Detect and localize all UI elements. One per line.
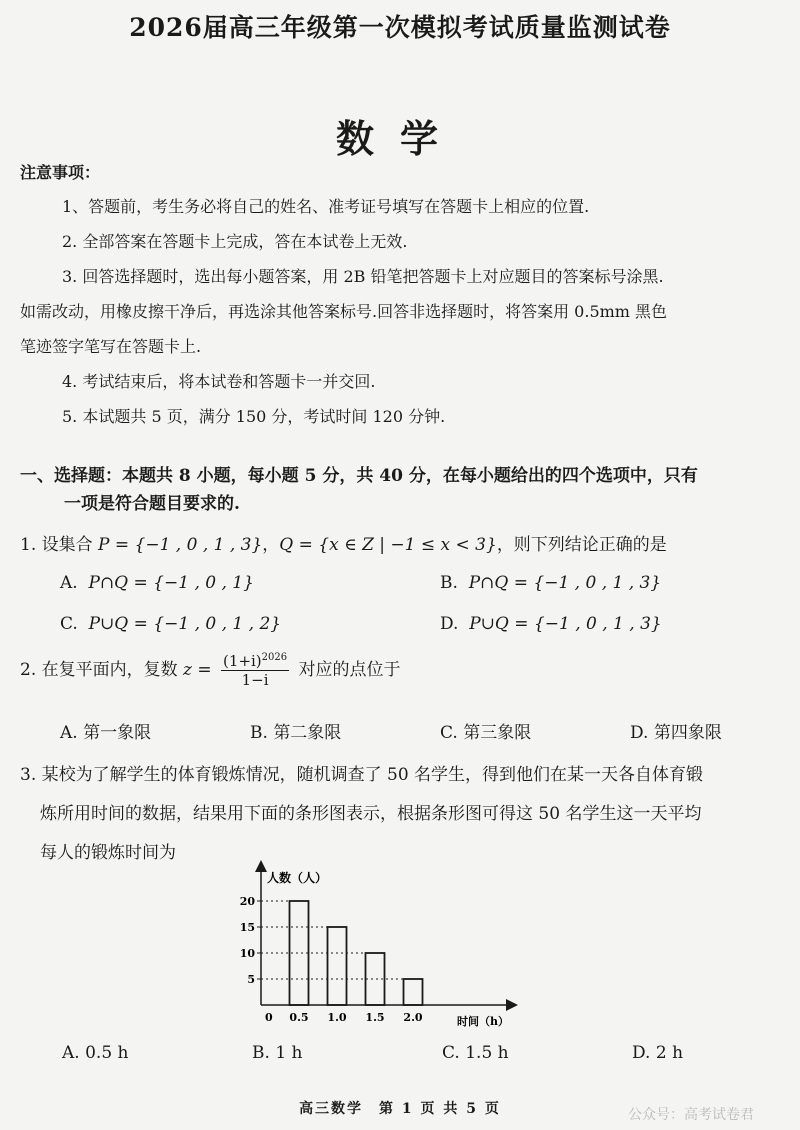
y-tick-label: 10 xyxy=(239,947,255,960)
q3-line-1: 3. 某校为了解学生的体育锻炼情况，随机调查了 50 名学生，得到他们在某一天各自体育锻 xyxy=(20,765,704,785)
option-text: 第二象限 xyxy=(273,723,342,743)
option-text: 第一象限 xyxy=(83,723,152,743)
origin-label: 0 xyxy=(265,1011,273,1024)
q1-set-q: Q = {x ∈ Z | −1 ≤ x < 3} xyxy=(279,535,497,555)
q3-line-2: 炼所用时间的数据，结果用下面的条形图表示，根据条形图可得这 50 名学生这一天平均 xyxy=(40,804,702,824)
section-line-2: 一项是符合题目要求的. xyxy=(64,494,240,514)
notice-item-5: 5. 本试题共 5 页，满分 150 分，考试时间 120 分钟. xyxy=(62,407,446,426)
q1-option-c[interactable] xyxy=(60,614,281,634)
q3-option-d[interactable] xyxy=(632,1043,683,1063)
notice-heading: 注意事项： xyxy=(20,163,101,182)
option-letter: A. xyxy=(62,1043,80,1063)
q2-numerator: (1+i) xyxy=(223,652,262,670)
option-letter: D. xyxy=(440,614,459,634)
section-line-1: 一、选择题：本题共 8 小题，每小题 5 分，共 40 分，在每小题给出的四个选项中，只有 xyxy=(20,466,698,486)
option-text: P∩Q = {−1 , 0 , 1} xyxy=(88,573,254,593)
q1-prefix: 1. 设集合 xyxy=(20,535,99,555)
option-text: 1 h xyxy=(275,1043,303,1063)
option-letter: C. xyxy=(442,1043,460,1063)
option-text: 第三象限 xyxy=(463,723,532,743)
question-2 xyxy=(20,652,401,689)
q2-option-c[interactable] xyxy=(440,718,531,743)
x-tick-label: 0.5 xyxy=(289,1011,309,1024)
y-axis-label: 人数（人） xyxy=(267,871,328,885)
y-tick-label: 15 xyxy=(239,921,255,934)
option-text: 2 h xyxy=(655,1043,684,1063)
option-letter: A. xyxy=(60,573,78,593)
q1-set-p: P = {−1 , 0 , 1 , 3} xyxy=(98,535,263,555)
y-tick-label: 5 xyxy=(247,973,255,986)
x-tick-label: 1.5 xyxy=(365,1011,385,1024)
x-axis-label: 时间（h） xyxy=(457,1015,509,1028)
notice-item-4: 4. 考试结束后，将本试卷和答题卡一并交回. xyxy=(62,372,376,391)
bar xyxy=(404,979,423,1005)
option-letter: A. xyxy=(60,723,78,743)
notice-item-3-cont2: 笔迹签字笔写在答题卡上. xyxy=(20,337,202,356)
q2-exponent: 2026 xyxy=(261,652,288,663)
notice-item-3: 3. 回答选择题时，选出每小题答案，用 2B 铅笔把答题卡上对应题目的答案标号涂黑. xyxy=(62,267,664,286)
option-letter: B. xyxy=(440,573,458,593)
option-text: 第四象限 xyxy=(653,723,722,743)
bar xyxy=(328,927,347,1005)
question-1: 1. 设集合 P = {−1 , 0 , 1 , 3}，Q = {x ∈ Z | −1 ≤ x < 3}，则下列结论正确的是 xyxy=(20,535,667,555)
q2-option-b[interactable] xyxy=(250,718,341,743)
q1-option-d[interactable] xyxy=(440,614,662,634)
q1-option-b[interactable] xyxy=(440,573,661,593)
option-letter: D. xyxy=(632,1043,651,1063)
notice-item-3-cont: 如需改动，用橡皮擦干净后，再选涂其他答案标号.回答非选择题时，将答案用 0.5mm 黑色 xyxy=(20,302,668,321)
q1-option-a[interactable] xyxy=(60,573,254,593)
y-tick-label: 20 xyxy=(239,895,255,908)
subject-title: 数学 xyxy=(335,116,464,161)
q3-line-3: 每人的锻炼时间为 xyxy=(40,843,176,863)
page-footer: 高三数学 第 1 页 共 5 页 xyxy=(299,1101,501,1117)
q1-suffix: ，则下列结论正确的是 xyxy=(496,535,667,555)
option-text: 0.5 h xyxy=(85,1043,129,1063)
option-text: P∪Q = {−1 , 0 , 1 , 3} xyxy=(469,614,662,634)
q2-suffix: 对应的点位于 xyxy=(298,660,401,680)
q3-option-c[interactable] xyxy=(442,1043,509,1063)
option-text: P∪Q = {−1 , 0 , 1 , 2} xyxy=(88,614,282,634)
option-letter: B. xyxy=(252,1043,270,1063)
q2-option-a[interactable] xyxy=(60,718,151,743)
section-heading xyxy=(20,462,780,518)
option-letter: D. xyxy=(630,723,649,743)
option-text: P∩Q = {−1 , 0 , 1 , 3} xyxy=(468,573,662,593)
q2-denominator: 1−i xyxy=(241,671,269,689)
exam-title: 2026届高三年级第一次模拟考试质量监测试卷 xyxy=(129,13,671,42)
bar-chart xyxy=(225,855,535,1035)
x-tick-label: 2.0 xyxy=(403,1011,423,1024)
notice-item-2: 2. 全部答案在答题卡上完成，答在本试卷上无效. xyxy=(62,232,408,251)
q2-prefix: 2. 在复平面内，复数 xyxy=(20,660,178,680)
q3-option-a[interactable] xyxy=(62,1043,128,1063)
option-text: 1.5 h xyxy=(465,1043,509,1063)
q2-option-d[interactable] xyxy=(630,718,722,743)
watermark: 公众号：高考试卷君 xyxy=(628,1107,754,1123)
q3-option-b[interactable] xyxy=(252,1043,302,1063)
q2-z: z = xyxy=(183,660,212,680)
option-letter: B. xyxy=(250,723,268,743)
notice-item-1: 1、答题前，考生务必将自己的姓名、准考证号填写在答题卡上相应的位置. xyxy=(62,197,590,216)
x-tick-label: 1.0 xyxy=(327,1011,347,1024)
q2-fraction xyxy=(221,652,289,689)
option-letter: C. xyxy=(60,614,78,634)
option-letter: C. xyxy=(440,723,458,743)
